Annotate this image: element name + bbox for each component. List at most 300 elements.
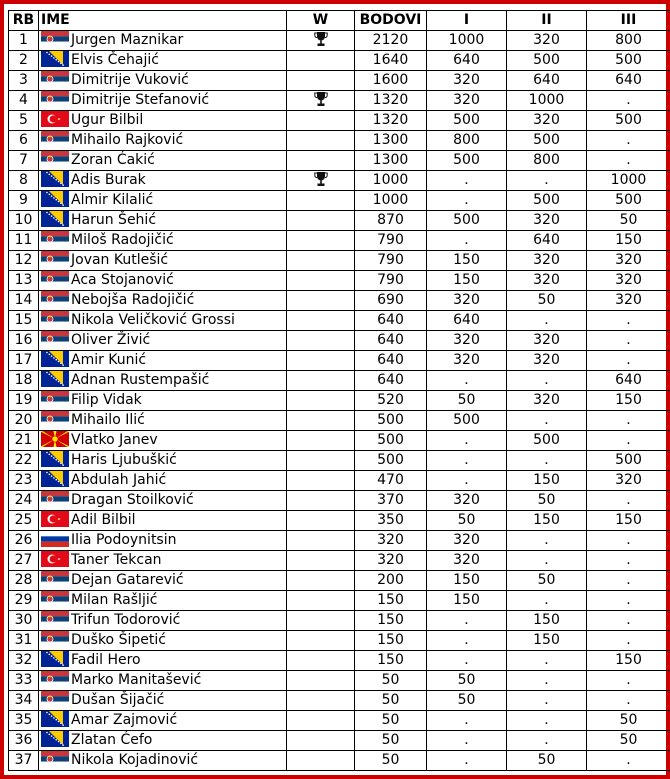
- table-row: [9, 391, 670, 411]
- table-row: [9, 311, 670, 331]
- round-iii-cell: .: [587, 551, 670, 571]
- round-iii-cell: 800: [587, 31, 670, 51]
- round-i-cell: .: [427, 731, 507, 751]
- rank-cell: 21: [9, 431, 39, 451]
- winner-cell: [287, 51, 355, 71]
- table-row: [9, 351, 670, 371]
- table-row: [9, 651, 670, 671]
- table-row: [9, 611, 670, 631]
- player-name: Dušan Šijačić: [71, 692, 165, 708]
- bodovi-cell: 2120: [355, 31, 427, 51]
- rank-cell: 36: [9, 731, 39, 751]
- round-ii-cell: 500: [507, 131, 587, 151]
- player-name: Duško Šipetić: [71, 632, 166, 648]
- player-cell: [39, 191, 287, 211]
- player-name: Harun Šehić: [71, 212, 157, 228]
- player-cell: [39, 171, 287, 191]
- rank-cell: 13: [9, 271, 39, 291]
- round-i-cell: .: [427, 651, 507, 671]
- bodovi-cell: 50: [355, 731, 427, 751]
- table-row: [9, 711, 670, 731]
- serbia-flag-icon: [41, 151, 69, 167]
- rank-cell: 18: [9, 371, 39, 391]
- player-name: Milan Rašljić: [71, 592, 158, 608]
- player-cell: [39, 491, 287, 511]
- round-iii-cell: .: [587, 151, 670, 171]
- round-ii-cell: .: [507, 591, 587, 611]
- winner-cell: [287, 731, 355, 751]
- round-i-cell: .: [427, 611, 507, 631]
- round-iii-cell: 500: [587, 451, 670, 471]
- player-name: Nikola Veličković Grossi: [71, 312, 235, 328]
- serbia-flag-icon: [41, 611, 69, 627]
- table-row: [9, 451, 670, 471]
- bodovi-cell: 640: [355, 351, 427, 371]
- round-ii-cell: 320: [507, 251, 587, 271]
- rank-cell: 16: [9, 331, 39, 351]
- winner-cell: [287, 71, 355, 91]
- table-row: [9, 731, 670, 751]
- table-row: [9, 91, 670, 111]
- round-ii-cell: 500: [507, 431, 587, 451]
- table-row: [9, 271, 670, 291]
- bosnia-flag-icon: [41, 211, 69, 227]
- round-iii-cell: .: [587, 751, 670, 771]
- table-row: [9, 51, 670, 71]
- rank-cell: 3: [9, 71, 39, 91]
- round-i-cell: 500: [427, 411, 507, 431]
- rank-cell: 12: [9, 251, 39, 271]
- round-iii-cell: 50: [587, 731, 670, 751]
- bosnia-flag-icon: [41, 651, 69, 667]
- player-name: Amar Zajmović: [71, 712, 178, 728]
- winner-cell: [287, 431, 355, 451]
- player-name: Dimitrije Vuković: [71, 72, 189, 88]
- bodovi-cell: 690: [355, 291, 427, 311]
- player-cell: [39, 651, 287, 671]
- player-cell: [39, 271, 287, 291]
- bodovi-cell: 50: [355, 691, 427, 711]
- winner-cell: [287, 111, 355, 131]
- round-i-cell: 500: [427, 151, 507, 171]
- round-ii-cell: .: [507, 311, 587, 331]
- player-cell: [39, 151, 287, 171]
- winner-cell: [287, 531, 355, 551]
- bodovi-cell: 150: [355, 591, 427, 611]
- player-name: Dragan Stoilković: [71, 492, 194, 508]
- bosnia-flag-icon: [41, 51, 69, 67]
- player-cell: [39, 691, 287, 711]
- table-row: [9, 751, 670, 771]
- round-ii-cell: 320: [507, 211, 587, 231]
- winner-cell: [287, 451, 355, 471]
- trophy-icon: [314, 31, 328, 47]
- winner-cell: [287, 31, 355, 51]
- winner-cell: [287, 511, 355, 531]
- round-iii-cell: 150: [587, 511, 670, 531]
- player-name: Miloš Radojičić: [71, 232, 174, 248]
- rank-cell: 7: [9, 151, 39, 171]
- player-name: Nebojša Radojičić: [71, 292, 195, 308]
- player-cell: [39, 751, 287, 771]
- player-cell: [39, 31, 287, 51]
- bodovi-cell: 1320: [355, 91, 427, 111]
- round-i-cell: .: [427, 471, 507, 491]
- round-ii-cell: 1000: [507, 91, 587, 111]
- player-name: Adnan Rustempašić: [71, 372, 210, 388]
- round-i-cell: .: [427, 631, 507, 651]
- winner-cell: [287, 711, 355, 731]
- table-row: [9, 471, 670, 491]
- player-cell: [39, 111, 287, 131]
- player-name: Elvis Čehajić: [71, 52, 159, 68]
- round-iii-cell: 150: [587, 231, 670, 251]
- bodovi-cell: 640: [355, 331, 427, 351]
- rank-cell: 25: [9, 511, 39, 531]
- round-iii-cell: 500: [587, 111, 670, 131]
- round-ii-cell: 320: [507, 271, 587, 291]
- player-name: Zoran Ćakić: [71, 152, 155, 168]
- bodovi-cell: 500: [355, 411, 427, 431]
- header-bodovi: BODOVI: [355, 11, 427, 31]
- round-ii-cell: .: [507, 691, 587, 711]
- player-name: Adil Bilbil: [71, 512, 136, 528]
- round-iii-cell: .: [587, 611, 670, 631]
- player-name: Dimitrije Stefanović: [71, 92, 210, 108]
- table-row: [9, 31, 670, 51]
- round-i-cell: 150: [427, 271, 507, 291]
- player-name: Fadil Hero: [71, 652, 141, 668]
- rank-cell: 22: [9, 451, 39, 471]
- table-row: [9, 191, 670, 211]
- bodovi-cell: 500: [355, 431, 427, 451]
- round-i-cell: 640: [427, 51, 507, 71]
- turkey-flag-icon: [41, 551, 69, 567]
- winner-cell: [287, 251, 355, 271]
- player-cell: [39, 251, 287, 271]
- player-cell: [39, 611, 287, 631]
- serbia-flag-icon: [41, 571, 69, 587]
- round-iii-cell: .: [587, 431, 670, 451]
- round-i-cell: 50: [427, 391, 507, 411]
- winner-cell: [287, 171, 355, 191]
- round-ii-cell: 150: [507, 611, 587, 631]
- table-row: [9, 331, 670, 351]
- serbia-flag-icon: [41, 691, 69, 707]
- rank-cell: 19: [9, 391, 39, 411]
- table-row: [9, 111, 670, 131]
- player-name: Ugur Bilbil: [71, 112, 144, 128]
- rank-cell: 31: [9, 631, 39, 651]
- round-iii-cell: .: [587, 491, 670, 511]
- player-cell: [39, 571, 287, 591]
- rank-cell: 28: [9, 571, 39, 591]
- header-w: W: [287, 11, 355, 31]
- player-cell: [39, 351, 287, 371]
- player-cell: [39, 731, 287, 751]
- serbia-flag-icon: [41, 491, 69, 507]
- round-iii-cell: 320: [587, 471, 670, 491]
- winner-cell: [287, 631, 355, 651]
- player-cell: [39, 71, 287, 91]
- round-ii-cell: 500: [507, 191, 587, 211]
- rank-cell: 15: [9, 311, 39, 331]
- bosnia-flag-icon: [41, 471, 69, 487]
- player-cell: [39, 711, 287, 731]
- table-row: [9, 251, 670, 271]
- header-ime: IME: [39, 11, 287, 31]
- winner-cell: [287, 671, 355, 691]
- round-i-cell: 320: [427, 71, 507, 91]
- round-iii-cell: .: [587, 591, 670, 611]
- round-ii-cell: 50: [507, 571, 587, 591]
- bosnia-flag-icon: [41, 451, 69, 467]
- winner-cell: [287, 271, 355, 291]
- round-iii-cell: .: [587, 671, 670, 691]
- winner-cell: [287, 231, 355, 251]
- rank-cell: 8: [9, 171, 39, 191]
- round-iii-cell: .: [587, 411, 670, 431]
- table-row: [9, 431, 670, 451]
- bodovi-cell: 1000: [355, 191, 427, 211]
- round-ii-cell: 640: [507, 231, 587, 251]
- winner-cell: [287, 551, 355, 571]
- player-name: Mihailo Rajković: [71, 132, 184, 148]
- round-ii-cell: 50: [507, 291, 587, 311]
- rank-cell: 23: [9, 471, 39, 491]
- table-row: [9, 691, 670, 711]
- round-ii-cell: 640: [507, 71, 587, 91]
- player-name: Abdulah Jahić: [71, 472, 167, 488]
- player-name: Mihailo Ilić: [71, 412, 145, 428]
- player-name: Oliver Živić: [71, 332, 151, 348]
- header-rb: RB: [9, 11, 39, 31]
- player-cell: [39, 231, 287, 251]
- trophy-icon: [314, 171, 328, 187]
- player-cell: [39, 451, 287, 471]
- rank-cell: 14: [9, 291, 39, 311]
- rank-cell: 26: [9, 531, 39, 551]
- round-i-cell: 320: [427, 91, 507, 111]
- round-ii-cell: .: [507, 731, 587, 751]
- rank-cell: 30: [9, 611, 39, 631]
- round-iii-cell: .: [587, 571, 670, 591]
- round-i-cell: 320: [427, 351, 507, 371]
- player-name: Nikola Kojadinović: [71, 752, 199, 768]
- winner-cell: [287, 371, 355, 391]
- bodovi-cell: 470: [355, 471, 427, 491]
- round-i-cell: .: [427, 371, 507, 391]
- round-i-cell: 50: [427, 671, 507, 691]
- rank-cell: 34: [9, 691, 39, 711]
- bosnia-flag-icon: [41, 711, 69, 727]
- round-i-cell: 320: [427, 531, 507, 551]
- turkey-flag-icon: [41, 511, 69, 527]
- round-i-cell: 800: [427, 131, 507, 151]
- player-name: Haris Ljubuškić: [71, 452, 177, 468]
- winner-cell: [287, 211, 355, 231]
- round-ii-cell: 50: [507, 751, 587, 771]
- winner-cell: [287, 491, 355, 511]
- serbia-flag-icon: [41, 331, 69, 347]
- round-ii-cell: .: [507, 551, 587, 571]
- bosnia-flag-icon: [41, 191, 69, 207]
- serbia-flag-icon: [41, 91, 69, 107]
- winner-cell: [287, 691, 355, 711]
- round-i-cell: 1000: [427, 31, 507, 51]
- round-i-cell: 320: [427, 291, 507, 311]
- winner-cell: [287, 411, 355, 431]
- round-iii-cell: .: [587, 131, 670, 151]
- player-cell: [39, 631, 287, 651]
- round-iii-cell: 150: [587, 651, 670, 671]
- table-row: [9, 411, 670, 431]
- round-iii-cell: .: [587, 691, 670, 711]
- table-row: [9, 71, 670, 91]
- round-ii-cell: .: [507, 531, 587, 551]
- round-ii-cell: .: [507, 171, 587, 191]
- round-i-cell: 150: [427, 571, 507, 591]
- round-ii-cell: .: [507, 651, 587, 671]
- winner-cell: [287, 351, 355, 371]
- table-row: [9, 631, 670, 651]
- round-i-cell: 150: [427, 591, 507, 611]
- round-iii-cell: 500: [587, 191, 670, 211]
- round-ii-cell: 320: [507, 111, 587, 131]
- serbia-flag-icon: [41, 251, 69, 267]
- header-row: [9, 11, 670, 31]
- rank-cell: 4: [9, 91, 39, 111]
- player-cell: [39, 471, 287, 491]
- round-ii-cell: 150: [507, 471, 587, 491]
- round-ii-cell: .: [507, 711, 587, 731]
- player-cell: [39, 671, 287, 691]
- winner-cell: [287, 291, 355, 311]
- player-cell: [39, 51, 287, 71]
- round-i-cell: 500: [427, 211, 507, 231]
- rank-cell: 29: [9, 591, 39, 611]
- round-iii-cell: .: [587, 531, 670, 551]
- header-iii: III: [587, 11, 670, 31]
- player-name: Jovan Kutlešić: [71, 252, 169, 268]
- round-i-cell: .: [427, 751, 507, 771]
- player-cell: [39, 131, 287, 151]
- serbia-flag-icon: [41, 271, 69, 287]
- bodovi-cell: 790: [355, 271, 427, 291]
- table-row: [9, 171, 670, 191]
- round-iii-cell: 640: [587, 371, 670, 391]
- bodovi-cell: 150: [355, 611, 427, 631]
- trophy-icon: [314, 91, 328, 107]
- round-iii-cell: .: [587, 91, 670, 111]
- round-ii-cell: 500: [507, 51, 587, 71]
- rank-cell: 27: [9, 551, 39, 571]
- round-i-cell: 640: [427, 311, 507, 331]
- winner-cell: [287, 151, 355, 171]
- round-i-cell: .: [427, 431, 507, 451]
- bodovi-cell: 1600: [355, 71, 427, 91]
- round-iii-cell: 1000: [587, 171, 670, 191]
- winner-cell: [287, 471, 355, 491]
- round-ii-cell: 50: [507, 491, 587, 511]
- winner-cell: [287, 651, 355, 671]
- round-i-cell: .: [427, 451, 507, 471]
- player-name: Aca Stojanović: [71, 272, 174, 288]
- bosnia-flag-icon: [41, 171, 69, 187]
- table-row: [9, 551, 670, 571]
- rank-cell: 20: [9, 411, 39, 431]
- bodovi-cell: 640: [355, 371, 427, 391]
- bodovi-cell: 320: [355, 531, 427, 551]
- round-ii-cell: .: [507, 411, 587, 431]
- serbia-flag-icon: [41, 131, 69, 147]
- serbia-flag-icon: [41, 391, 69, 407]
- bodovi-cell: 150: [355, 631, 427, 651]
- player-cell: [39, 511, 287, 531]
- macedonia-flag-icon: [41, 431, 69, 447]
- player-name: Adis Burak: [71, 172, 146, 188]
- winner-cell: [287, 751, 355, 771]
- player-cell: [39, 91, 287, 111]
- table-row: [9, 151, 670, 171]
- winner-cell: [287, 591, 355, 611]
- round-i-cell: 320: [427, 331, 507, 351]
- player-name: Vlatko Janev: [71, 432, 158, 448]
- header-i: I: [427, 11, 507, 31]
- winner-cell: [287, 131, 355, 151]
- round-ii-cell: .: [507, 671, 587, 691]
- round-iii-cell: 50: [587, 211, 670, 231]
- rank-cell: 33: [9, 671, 39, 691]
- round-iii-cell: .: [587, 631, 670, 651]
- rank-cell: 6: [9, 131, 39, 151]
- bodovi-cell: 50: [355, 751, 427, 771]
- player-cell: [39, 291, 287, 311]
- bodovi-cell: 790: [355, 231, 427, 251]
- round-ii-cell: 150: [507, 631, 587, 651]
- round-i-cell: 150: [427, 251, 507, 271]
- round-i-cell: .: [427, 711, 507, 731]
- winner-cell: [287, 331, 355, 351]
- player-name: Dejan Gatarević: [71, 572, 184, 588]
- player-name: Ilia Podoynitsin: [71, 532, 177, 548]
- player-cell: [39, 551, 287, 571]
- rank-cell: 5: [9, 111, 39, 131]
- bodovi-cell: 350: [355, 511, 427, 531]
- round-ii-cell: 320: [507, 31, 587, 51]
- round-i-cell: 50: [427, 511, 507, 531]
- winner-cell: [287, 611, 355, 631]
- serbia-flag-icon: [41, 591, 69, 607]
- round-ii-cell: 320: [507, 351, 587, 371]
- player-cell: [39, 391, 287, 411]
- round-i-cell: .: [427, 191, 507, 211]
- bodovi-cell: 1640: [355, 51, 427, 71]
- player-name: Jurgen Maznikar: [71, 32, 184, 48]
- table-row: [9, 531, 670, 551]
- bodovi-cell: 50: [355, 671, 427, 691]
- round-i-cell: 500: [427, 111, 507, 131]
- round-i-cell: 320: [427, 551, 507, 571]
- rank-cell: 9: [9, 191, 39, 211]
- player-cell: [39, 211, 287, 231]
- player-name: Marko Manitašević: [71, 672, 202, 688]
- round-ii-cell: 320: [507, 331, 587, 351]
- winner-cell: [287, 191, 355, 211]
- winner-cell: [287, 391, 355, 411]
- player-cell: [39, 591, 287, 611]
- player-name: Taner Tekcan: [71, 552, 162, 568]
